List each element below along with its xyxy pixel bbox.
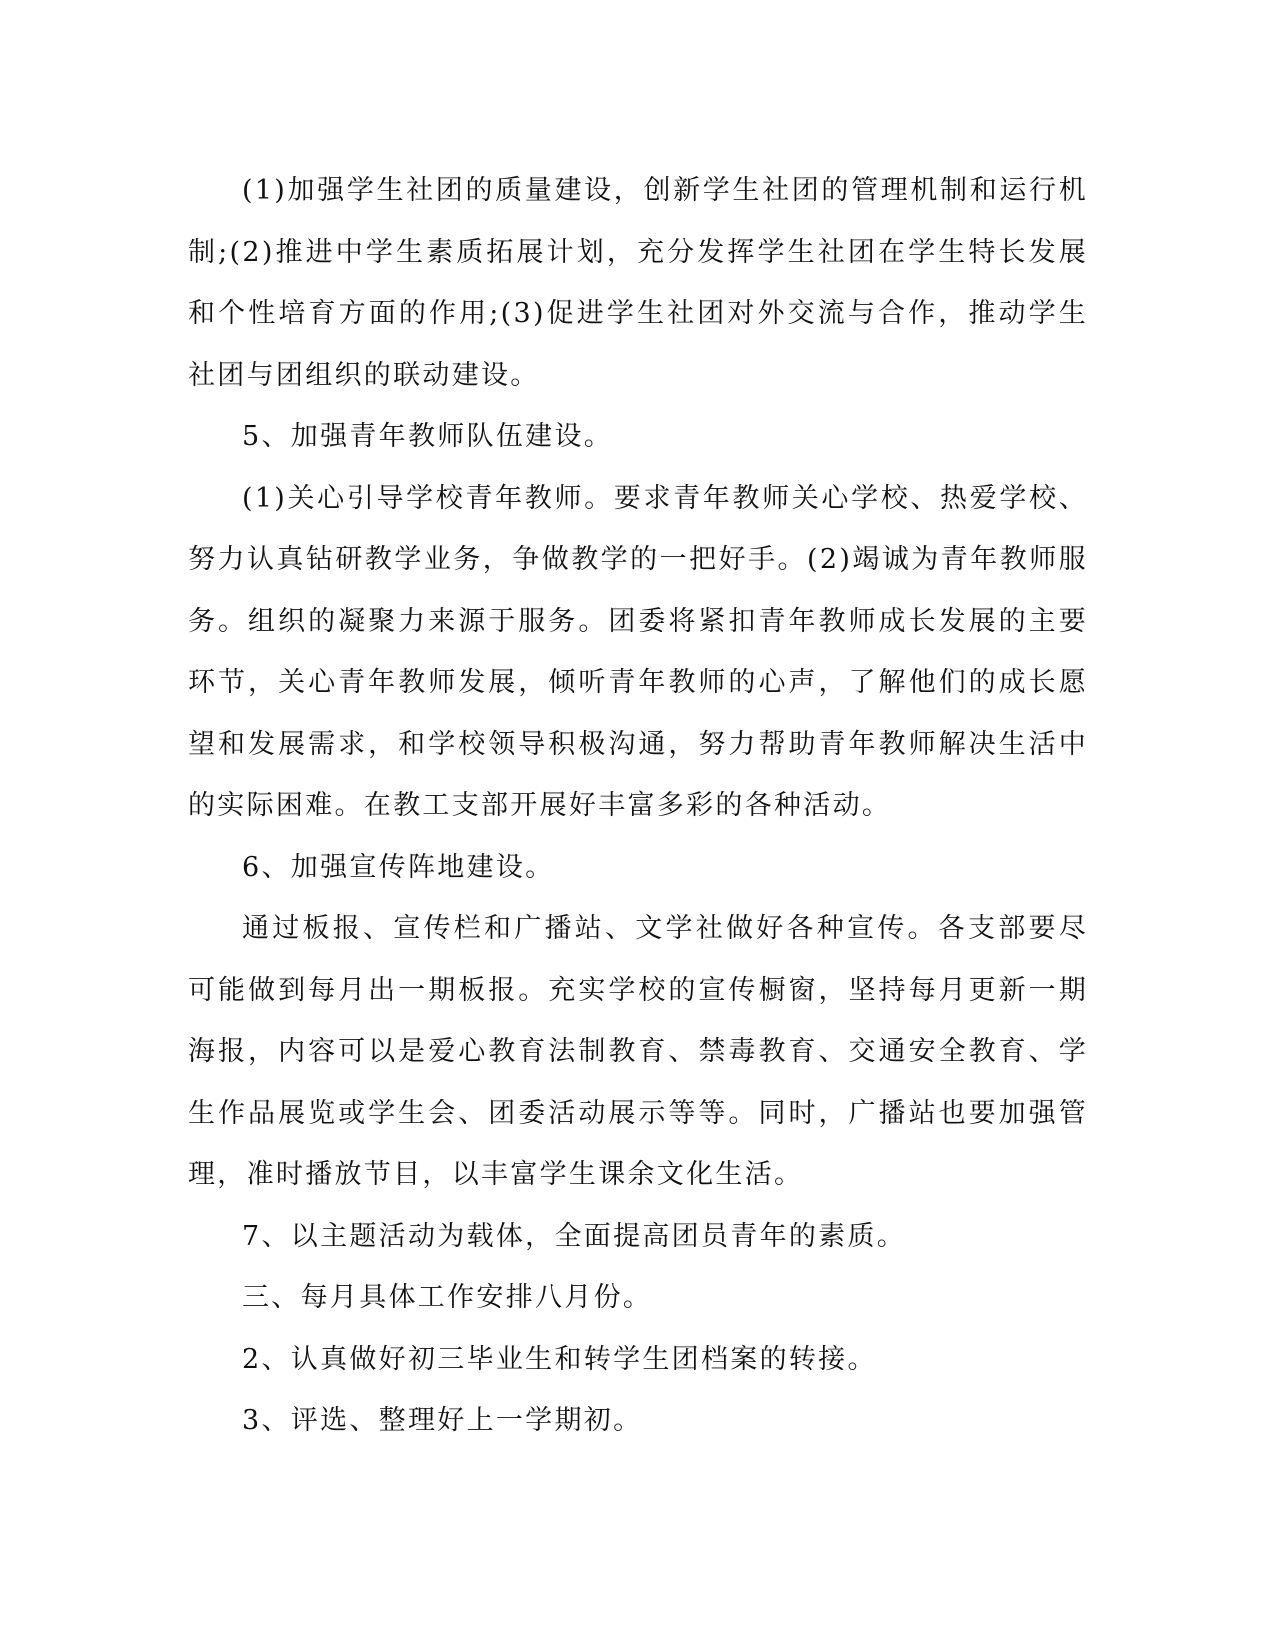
paragraph-student-clubs: (1)加强学生社团的质量建设，创新学生社团的管理机制和运行机制;(2)推进中学生素质拓展计划，充分发挥学生社团在学生特长发展和个性培育方面的作用;(3)促进学生社团对外交流与合作，推动学生社团与团组织的联动建设。 xyxy=(188,175,1088,391)
heading-monthly-schedule: 三、每月具体工作安排八月份。 xyxy=(242,1282,653,1313)
heading-theme-activities: 7、以主题活动为载体，全面提高团员青年的素质。 xyxy=(242,1220,907,1252)
heading-young-teachers: 5、加强青年教师队伍建设。 xyxy=(242,421,614,452)
paragraph-publicity: 通过板报、宣传栏和广播站、文学社做好各种宣传。各支部要尽可能做到每月出一期板报。充实学校的宣传橱窗，坚持每月更新一期海报，内容可以是爱心教育法制教育、禁毒教育、交通安全教育、学生作品展览或学生会、团委活动展示等等。同时，广播站也要加强管理，准时播放节目，以丰富学生课余文化生活。 xyxy=(188,913,1088,1190)
heading-publicity: 6、加强宣传阵地建设。 xyxy=(242,851,555,883)
document-body xyxy=(188,160,1088,1452)
item-archive-transfer: 2、认真做好初三毕业生和转学生团档案的转接。 xyxy=(242,1343,877,1375)
paragraph-young-teachers: (1)关心引导学校青年教师。要求青年教师关心学校、热爱学校、努力认真钻研教学业务，争做教学的一把好手。(2)竭诚为青年教师服务。组织的凝聚力来源于服务。团委将紧扣青年教师成长发展的主要环节，关心青年教师发展，倾听青年教师的心声，了解他们的成长愿望和发展需求，和学校领导积极沟通，努力帮助青年教师解决生活中的实际困难。在教工支部开展好丰富多彩的各种活动。 xyxy=(188,482,1088,821)
item-selection: 3、评选、整理好上一学期初。 xyxy=(242,1405,643,1436)
